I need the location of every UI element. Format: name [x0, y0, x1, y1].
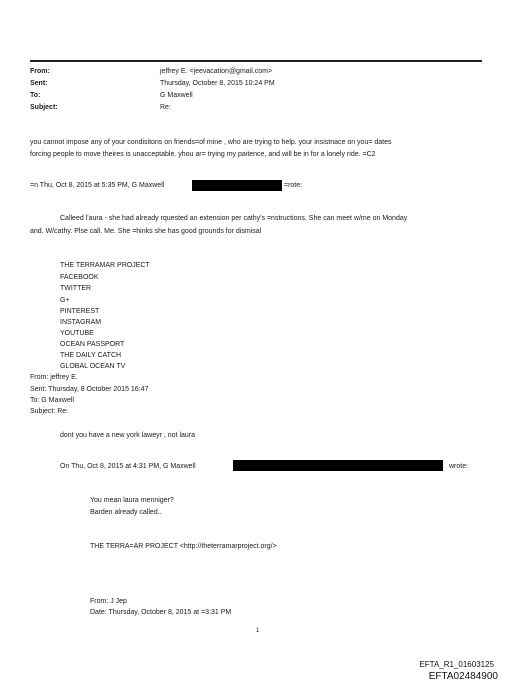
- link-pinterest[interactable]: PINTEREST: [60, 308, 100, 315]
- reply-line-2: Barden already called..: [90, 509, 162, 516]
- link-ocean-passport[interactable]: OCEAN PASSPORT: [60, 341, 125, 348]
- to-value: G Maxwell: [160, 92, 193, 99]
- bates-number-small: EFTA_R1_01603125: [419, 660, 494, 669]
- redaction-box: [233, 460, 443, 471]
- fwd2-date: Date: Thursday, October 8, 2015 at =3:31 PM: [90, 609, 232, 616]
- quote-header-2-prefix: On Thu, Oct 8, 2015 at 4:31 PM, G Maxwell: [60, 463, 196, 470]
- link-terramar[interactable]: THE TERRAMAR PROJECT: [60, 262, 150, 269]
- link-twitter[interactable]: TWITTER: [60, 285, 92, 292]
- quote-header-1-prefix: =n Thu, Oct 8, 2015 at 5:35 PM, G Maxwell: [30, 182, 165, 189]
- subject-label: Subject:: [30, 104, 58, 111]
- sent-value: Thursday, October 8, 2015 10:24 PM: [160, 80, 275, 87]
- fwd1-sent: Sent: Thursday, 8 October 2015 16:47: [30, 386, 149, 393]
- from-value: jeffrey E. <jeevacation@gmail.com>: [160, 68, 273, 75]
- fwd1-to: To: G Maxwell: [30, 397, 74, 404]
- body-paragraph-2-line-1: Calleed l'aura - she had already rquested an extension per cathy's =nstructions. She can meet w/me on Monday: [60, 215, 408, 222]
- link-instagram[interactable]: INSTAGRAM: [60, 319, 102, 326]
- sent-label: Sent:: [30, 80, 48, 87]
- bates-number-large: EFTA02484900: [428, 671, 498, 682]
- quote-header-1: [30, 182, 164, 189]
- link-gplus[interactable]: G+: [60, 297, 70, 304]
- quote-header-2-suffix: wrote:: [449, 463, 469, 470]
- page-number: 1: [256, 628, 260, 634]
- body-paragraph-2-line-2: and. W/cathy. Plse call. Me. She =hinks she has good grounds for dismisal: [30, 228, 262, 235]
- body-line-laura: dont you have a new york laweyr , not laura: [60, 432, 196, 439]
- link-youtube[interactable]: YOUTUBE: [60, 330, 94, 337]
- fwd1-from: From: jeffrey E.: [30, 374, 78, 381]
- quote-header-1-suffix: =rote:: [284, 182, 303, 189]
- body-paragraph-1-line-1: you cannot impose any of your condisitons on friends=of mine , who are trying to help. your insistnace on you= dates: [30, 139, 392, 146]
- header-divider: [30, 60, 482, 62]
- to-label: To:: [30, 92, 41, 99]
- fwd2-from: From: J Jep: [90, 598, 127, 605]
- reply-line-1: You mean laura menniger?: [90, 497, 174, 504]
- subject-value: Re:: [160, 104, 171, 111]
- link-daily-catch[interactable]: THE DAILY CATCH: [60, 352, 122, 359]
- link-global-ocean-tv[interactable]: GLOBAL OCEAN TV: [60, 363, 126, 370]
- redaction-box: [192, 180, 282, 191]
- body-paragraph-1-line-2: forcing people to move theires is unacceptable. yhou ar= trying my paitence, and will be in for a lonely ride. =C2: [30, 151, 376, 158]
- terramar-link[interactable]: THE TERRA=AR PROJECT <http://theterramarproject.org/>: [90, 543, 277, 550]
- from-label: From:: [30, 68, 50, 75]
- fwd1-subject: Subject: Re:: [30, 408, 69, 415]
- link-facebook[interactable]: FACEBOOK: [60, 274, 99, 281]
